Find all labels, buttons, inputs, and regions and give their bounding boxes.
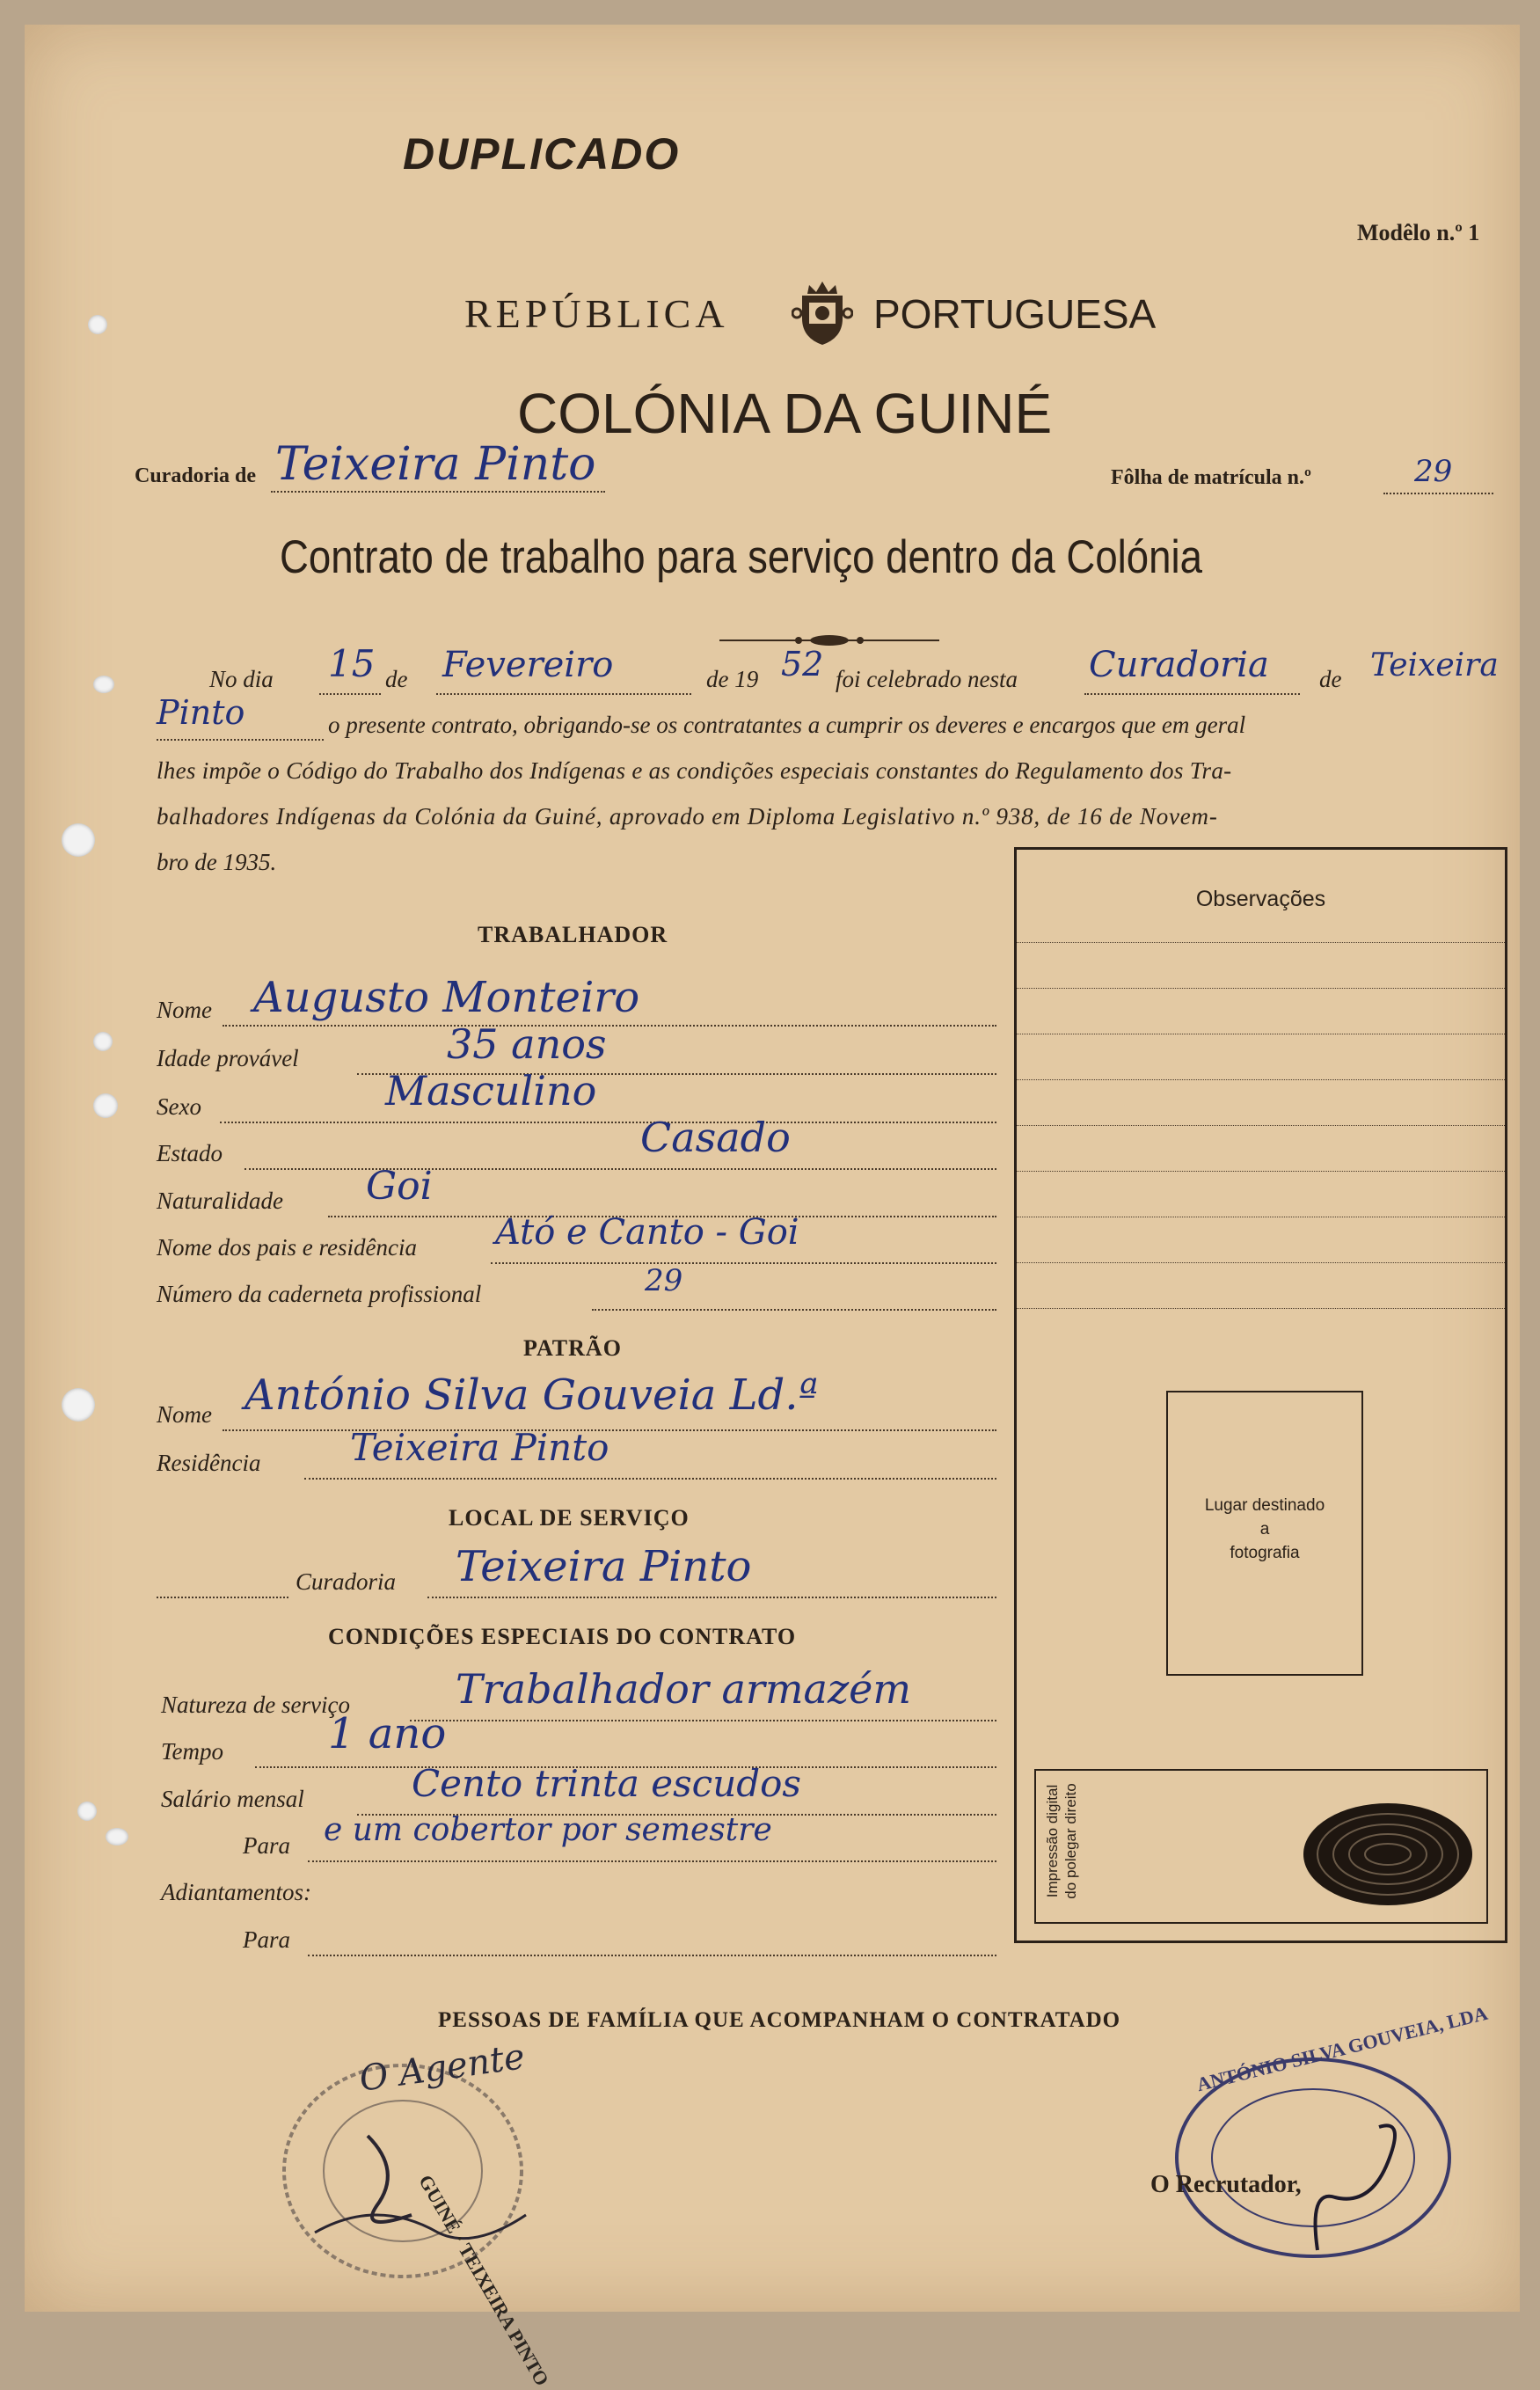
intro-place3: Pinto xyxy=(157,693,245,732)
folha-value: 29 xyxy=(1414,454,1453,489)
salary-para-value: e um cobertor por semestre xyxy=(324,1812,772,1848)
day-line xyxy=(319,693,381,695)
worker-status-value: Casado xyxy=(640,1114,791,1161)
intro-foi: foi celebrado nesta xyxy=(836,666,1018,692)
employer-heading: PATRÃO xyxy=(523,1335,622,1361)
intro-de2: de xyxy=(1319,666,1342,692)
family-heading: PESSOAS DE FAMÍLIA QUE ACOMPANHAM O CONTRATADO xyxy=(438,2008,1121,2032)
coat-of-arms-icon xyxy=(792,278,853,347)
salary-value: Cento trinta escudos xyxy=(412,1762,801,1805)
employer-name-line xyxy=(223,1429,996,1431)
duration-value: 1 ano xyxy=(328,1709,447,1758)
worker-sex-value: Masculino xyxy=(385,1067,597,1115)
observations-box xyxy=(1014,847,1507,1943)
intro-year-prefix: de 19 xyxy=(706,666,759,692)
month-line xyxy=(436,693,691,695)
intro-line2: o presente contrato, obrigando-se os contratantes a cumprir os deveres e encargos que em geral xyxy=(328,712,1246,738)
worker-origin-value: Goi xyxy=(366,1164,433,1209)
worker-status-line xyxy=(245,1168,996,1170)
intro-line3: lhes impõe o Código do Trabalho dos Indígenas e as condições especiais constantes do Regulamento dos Tra- xyxy=(157,757,1232,784)
worker-parents-label: Nome dos pais e residência xyxy=(157,1234,417,1261)
worker-parents-line xyxy=(491,1262,996,1264)
folha-line xyxy=(1383,493,1493,494)
contract-sheet xyxy=(25,25,1520,2390)
intro-line5: bro de 1935. xyxy=(157,849,277,875)
curadoria-label: Curadoria de xyxy=(135,464,256,487)
service-type-value: Trabalhador armazém xyxy=(456,1665,912,1713)
worker-sex-label: Sexo xyxy=(157,1093,201,1120)
obs-rule xyxy=(1017,1308,1505,1309)
obs-rule xyxy=(1017,1079,1505,1080)
punch-hole xyxy=(93,676,114,693)
advances-para-label: Para xyxy=(243,1926,290,1953)
intro-line4: balhadores Indígenas da Colónia da Guiné, aprovado em Diploma Legislativo n.º 938, de 16 de Novem- xyxy=(157,803,1218,830)
worker-sex-line xyxy=(220,1122,996,1123)
worker-origin-label: Naturalidade xyxy=(157,1188,284,1214)
thumb-label-1: Impressão digital xyxy=(1044,1784,1061,1898)
worker-parents-value: Ató e Canto - Goi xyxy=(495,1212,799,1253)
thumb-label xyxy=(1043,1771,1080,1911)
curadoria-line xyxy=(271,491,605,493)
worker-age-label: Idade provável xyxy=(157,1045,299,1071)
worker-name-line xyxy=(223,1025,996,1027)
employer-residence-value: Teixeira Pinto xyxy=(350,1426,609,1469)
punch-hole xyxy=(106,1828,128,1845)
place3-line xyxy=(157,739,324,741)
right-stamp-text: ANTÓNIO SILVA GOUVEIA, LDA xyxy=(1194,2001,1490,2096)
salary-label: Salário mensal xyxy=(161,1786,304,1812)
salary-para-label: Para xyxy=(243,1832,290,1859)
service-location-value: Teixeira Pinto xyxy=(456,1542,752,1591)
salary-para-line xyxy=(308,1860,996,1862)
punch-hole xyxy=(62,823,95,857)
intro-year: 52 xyxy=(781,645,824,683)
punch-hole xyxy=(93,1032,113,1051)
colony-title: COLÓNIA DA GUINÉ xyxy=(517,382,1053,445)
worker-name-value: Augusto Monteiro xyxy=(253,973,640,1022)
intro-de1: de xyxy=(385,666,408,692)
worker-name-label: Nome xyxy=(157,997,212,1023)
left-stamp-text: GUINÉ · TEIXEIRA PINTO xyxy=(414,2171,554,2390)
special-conditions-heading: CONDIÇÕES ESPECIAIS DO CONTRATO xyxy=(328,1624,797,1649)
obs-rule xyxy=(1017,1262,1505,1263)
ornament-divider xyxy=(719,632,939,649)
employer-residence-line xyxy=(304,1478,996,1480)
worker-status-label: Estado xyxy=(157,1140,223,1166)
obs-rule xyxy=(1017,1125,1505,1126)
punch-hole xyxy=(62,1388,95,1422)
intro-no-dia: No dia xyxy=(209,666,274,692)
model-number: Modêlo n.º 1 xyxy=(1357,220,1480,245)
punch-hole xyxy=(88,315,107,334)
thumb-label-2: do polegar direito xyxy=(1062,1783,1079,1899)
place-line xyxy=(1084,693,1300,695)
obs-rule xyxy=(1017,942,1505,943)
worker-booklet-label: Número da caderneta profissional xyxy=(157,1281,482,1307)
intro-place: Curadoria xyxy=(1089,645,1269,685)
observations-title: Observações xyxy=(1195,887,1326,911)
worker-age-value: 35 anos xyxy=(447,1020,607,1068)
intro-month: Fevereiro xyxy=(442,645,614,685)
employer-name-value: António Silva Gouveia Ld.ª xyxy=(245,1370,819,1420)
recruiter-label: O Recrutador, xyxy=(1150,2171,1302,2198)
employer-name-label: Nome xyxy=(157,1401,212,1428)
service-location-line xyxy=(427,1597,996,1598)
republic-left: REPÚBLICA xyxy=(464,291,729,336)
punch-hole xyxy=(77,1802,97,1821)
obs-rule xyxy=(1017,988,1505,989)
punch-hole xyxy=(93,1093,118,1118)
service-type-label: Natureza de serviço xyxy=(161,1692,350,1718)
photo-label-3: fotografia xyxy=(1230,1544,1300,1562)
service-location-label: Curadoria xyxy=(296,1568,397,1595)
thumbprint-box xyxy=(1034,1769,1488,1924)
intro-place2: Teixeira xyxy=(1370,647,1499,683)
worker-heading: TRABALHADOR xyxy=(478,922,668,947)
advances-para-line xyxy=(308,1955,996,1956)
obs-rule xyxy=(1017,1171,1505,1172)
photo-label-1: Lugar destinado xyxy=(1204,1496,1325,1515)
service-location-prefix-line xyxy=(157,1597,288,1598)
agent-signature: O Agente xyxy=(356,2036,528,2100)
republic-right: PORTUGUESA xyxy=(873,291,1157,337)
service-location-heading: LOCAL DE SERVIÇO xyxy=(449,1505,690,1531)
duration-label: Tempo xyxy=(161,1738,224,1765)
curadoria-value: Teixeira Pinto xyxy=(275,438,596,491)
folha-label: Fôlha de matrícula n.º xyxy=(1111,466,1311,489)
fingerprint-icon xyxy=(1300,1797,1476,1911)
service-type-line xyxy=(410,1720,996,1721)
contract-title: Contrato de trabalho para serviço dentro da Colónia xyxy=(280,531,1202,583)
advances-label: Adiantamentos: xyxy=(161,1879,311,1905)
worker-booklet-value: 29 xyxy=(645,1263,683,1298)
photo-label-2: a xyxy=(1259,1520,1270,1539)
intro-day: 15 xyxy=(328,642,376,685)
worker-booklet-line xyxy=(592,1309,996,1311)
employer-residence-label: Residência xyxy=(157,1450,261,1476)
duplicate-stamp: DUPLICADO xyxy=(403,129,681,179)
photo-box xyxy=(1166,1391,1363,1676)
